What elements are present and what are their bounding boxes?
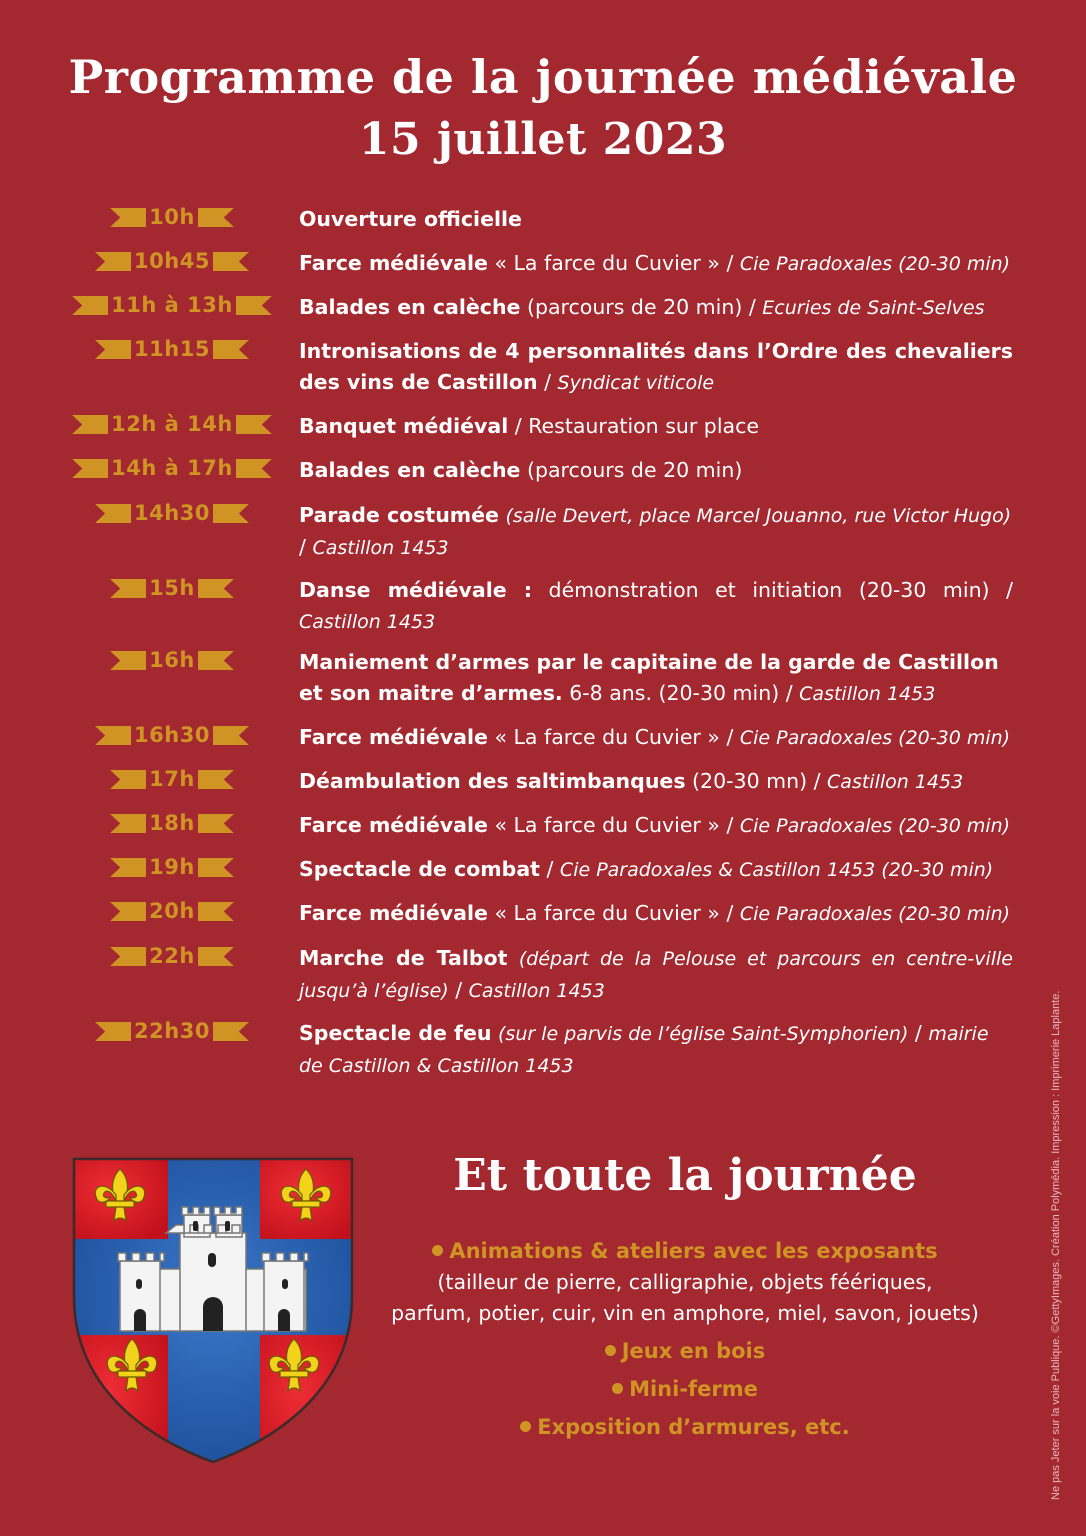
event-info: (parcours de 20 min) (520, 458, 743, 482)
bullet-icon (520, 1421, 531, 1432)
ribbon-left-icon (110, 208, 146, 227)
ribbon-left-icon (110, 579, 146, 598)
event-organizer: Cie Paradoxales (20-30 min) (739, 903, 1011, 925)
ribbon-left-icon (95, 726, 131, 745)
event-title: Danse médiévale : (299, 578, 533, 602)
ribbon-right-icon (236, 415, 272, 434)
time-banner (72, 205, 272, 229)
list-item-label: Jeux en bois (621, 1339, 766, 1363)
ribbon-right-icon (198, 208, 234, 227)
list-item-label: Animations & ateliers avec les exposants (449, 1239, 938, 1263)
ribbon-left-icon (95, 340, 131, 359)
event-description (299, 575, 1013, 638)
ribbon-right-icon (213, 340, 249, 359)
list-item (370, 1373, 1000, 1405)
event-organizer: Castillon 1453 (827, 771, 964, 793)
time-label: 11h à 13h (111, 293, 233, 317)
time-label: 12h à 14h (111, 412, 233, 436)
ribbon-right-icon (213, 726, 249, 745)
event-organizer: Cie Paradoxales (20-30 min) (739, 253, 1011, 275)
ribbon-left-icon (72, 459, 108, 478)
event-organizer: Castillon 1453 (312, 537, 449, 559)
ribbon-right-icon (198, 814, 234, 833)
event-description (299, 810, 1013, 842)
ribbon-left-icon (110, 651, 146, 670)
time-banner (72, 249, 272, 273)
ribbon-left-icon (110, 770, 146, 789)
ribbon-right-icon (198, 579, 234, 598)
event-organizer: Castillon 1453 (799, 683, 936, 705)
time-label: 22h (149, 944, 195, 968)
event-title: Balades en calèche (299, 458, 521, 482)
event-organizer: Ecuries de Saint-Selves (762, 297, 985, 319)
time-label: 18h (149, 811, 195, 835)
time-label: 14h à 17h (111, 456, 233, 480)
time-banner (72, 456, 272, 480)
ribbon-right-icon (213, 504, 249, 523)
event-title: Spectacle de combat (299, 857, 540, 881)
event-description (299, 943, 1013, 1007)
ribbon-right-icon (198, 947, 234, 966)
event-info: / (537, 370, 558, 394)
time-label: 19h (149, 855, 195, 879)
event-separator: / (299, 535, 313, 559)
time-label: 22h30 (134, 1019, 210, 1043)
event-organizer: Cie Paradoxales (20-30 min) (739, 815, 1011, 837)
event-organizer: Syndicat viticole (557, 372, 715, 394)
list-item-label: Mini-ferme (629, 1377, 758, 1401)
event-location: (départ de la Pelouse et parcours en centre-ville jusqu’à l’église) (299, 948, 1013, 1002)
time-banner (72, 899, 272, 923)
ribbon-left-icon (110, 858, 146, 877)
all-day-list (370, 1235, 1000, 1443)
time-banner (72, 648, 272, 672)
event-title: Marche de Talbot (299, 946, 508, 970)
all-day-title: Et toute la journée (453, 1150, 917, 1201)
event-title: Parade costumée (299, 503, 499, 527)
event-description (299, 898, 1013, 930)
event-location: (sur le parvis de l’église Saint-Symphorien) (498, 1023, 909, 1045)
ribbon-left-icon (72, 296, 108, 315)
ribbon-right-icon (198, 770, 234, 789)
ribbon-left-icon (95, 504, 131, 523)
time-banner (72, 1019, 272, 1043)
bullet-icon (432, 1245, 443, 1256)
event-info: (parcours de 20 min) / (520, 295, 763, 319)
time-label: 17h (149, 767, 195, 791)
event-organizer: Castillon 1453 (299, 611, 436, 633)
event-description (299, 204, 1013, 236)
event-info: / (539, 857, 560, 881)
event-description (299, 647, 1013, 710)
ribbon-right-icon (198, 651, 234, 670)
ribbon-right-icon (213, 1022, 249, 1041)
list-item (370, 1335, 1000, 1367)
event-info: / Restauration sur place (508, 414, 759, 438)
event-date: 15 juillet 2023 (358, 114, 728, 165)
time-banner (72, 767, 272, 791)
time-banner (72, 811, 272, 835)
time-label: 10h (149, 205, 195, 229)
print-credit: Ne pas Jeter sur la voie Publique. ©GettyImages. Création Polymédia. Impression : Imprimerie Laplante. (1050, 990, 1062, 1500)
event-title: Maniement d’armes par le capitaine de la garde de Castillon et son maitre d’armes. (299, 650, 999, 705)
event-location: (salle Devert, place Marcel Jouanno, rue Victor Hugo) (505, 505, 1012, 527)
bullet-icon (612, 1383, 623, 1394)
event-info: (20-30 mn) / (685, 769, 828, 793)
time-label: 10h45 (134, 249, 210, 273)
ribbon-left-icon (72, 415, 108, 434)
time-banner (72, 337, 272, 361)
bullet-icon (605, 1345, 616, 1356)
ribbon-right-icon (236, 296, 272, 315)
event-description (299, 248, 1013, 280)
event-info: « La farce du Cuvier » / (487, 725, 740, 749)
list-item (370, 1235, 1000, 1267)
time-banner (72, 501, 272, 525)
event-title: Déambulation des saltimbanques (299, 769, 686, 793)
list-item-label: Exposition d’armures, etc. (537, 1415, 850, 1439)
ribbon-left-icon (110, 902, 146, 921)
time-label: 20h (149, 899, 195, 923)
event-organizer: Cie Paradoxales & Castillon 1453 (20-30 min) (559, 859, 994, 881)
time-banner (72, 723, 272, 747)
coat-of-arms-icon (72, 1157, 354, 1464)
event-info: « La farce du Cuvier » / (487, 901, 740, 925)
event-separator: / (448, 978, 469, 1002)
event-description (299, 1018, 1013, 1082)
event-description (299, 455, 1013, 487)
event-organizer: mairie de Castillon & Castillon 1453 (299, 1023, 989, 1077)
event-description (299, 500, 1013, 564)
time-banner (72, 944, 272, 968)
event-description (299, 854, 1013, 886)
ribbon-right-icon (198, 902, 234, 921)
event-info: « La farce du Cuvier » / (487, 813, 740, 837)
time-label: 11h15 (134, 337, 210, 361)
ribbon-left-icon (110, 814, 146, 833)
time-banner (72, 576, 272, 600)
ribbon-right-icon (236, 459, 272, 478)
event-organizer: Castillon 1453 (468, 980, 605, 1002)
event-title: Farce médiévale (299, 251, 488, 275)
ribbon-right-icon (198, 858, 234, 877)
ribbon-right-icon (213, 252, 249, 271)
event-title: Intronisations de 4 personnalités dans l’Ordre des chevaliers des vins de Castillon (299, 339, 1013, 394)
time-label: 15h (149, 576, 195, 600)
event-title: Spectacle de feu (299, 1021, 492, 1045)
event-description (299, 336, 1013, 399)
event-separator: / (908, 1021, 929, 1045)
time-label: 14h30 (134, 501, 210, 525)
time-banner (72, 293, 272, 317)
event-info: démonstration et initiation (20-30 min) / (532, 578, 1013, 602)
list-item-detail: (tailleur de pierre, calligraphie, objets féériques, (437, 1270, 933, 1294)
ribbon-left-icon (95, 252, 131, 271)
time-banner (72, 412, 272, 436)
event-description (299, 411, 1013, 443)
event-title: Farce médiévale (299, 901, 488, 925)
time-banner (72, 855, 272, 879)
event-title: Banquet médiéval (299, 414, 509, 438)
list-item-detail: parfum, potier, cuir, vin en amphore, miel, savon, jouets) (391, 1301, 979, 1325)
event-info: 6-8 ans. (20-30 min) / (562, 681, 800, 705)
time-label: 16h (149, 648, 195, 672)
time-label: 16h30 (134, 723, 210, 747)
list-item (370, 1411, 1000, 1443)
page-title: Programme de la journée médiévale (68, 50, 1018, 104)
ribbon-left-icon (95, 1022, 131, 1041)
event-title: Farce médiévale (299, 813, 488, 837)
event-description (299, 766, 1013, 798)
event-info (507, 946, 518, 970)
event-title: Balades en calèche (299, 295, 521, 319)
event-info: « La farce du Cuvier » / (487, 251, 740, 275)
event-description (299, 292, 1013, 324)
event-description (299, 722, 1013, 754)
event-title: Ouverture officielle (299, 207, 522, 231)
event-organizer: Cie Paradoxales (20-30 min) (739, 727, 1011, 749)
ribbon-left-icon (110, 947, 146, 966)
event-title: Farce médiévale (299, 725, 488, 749)
